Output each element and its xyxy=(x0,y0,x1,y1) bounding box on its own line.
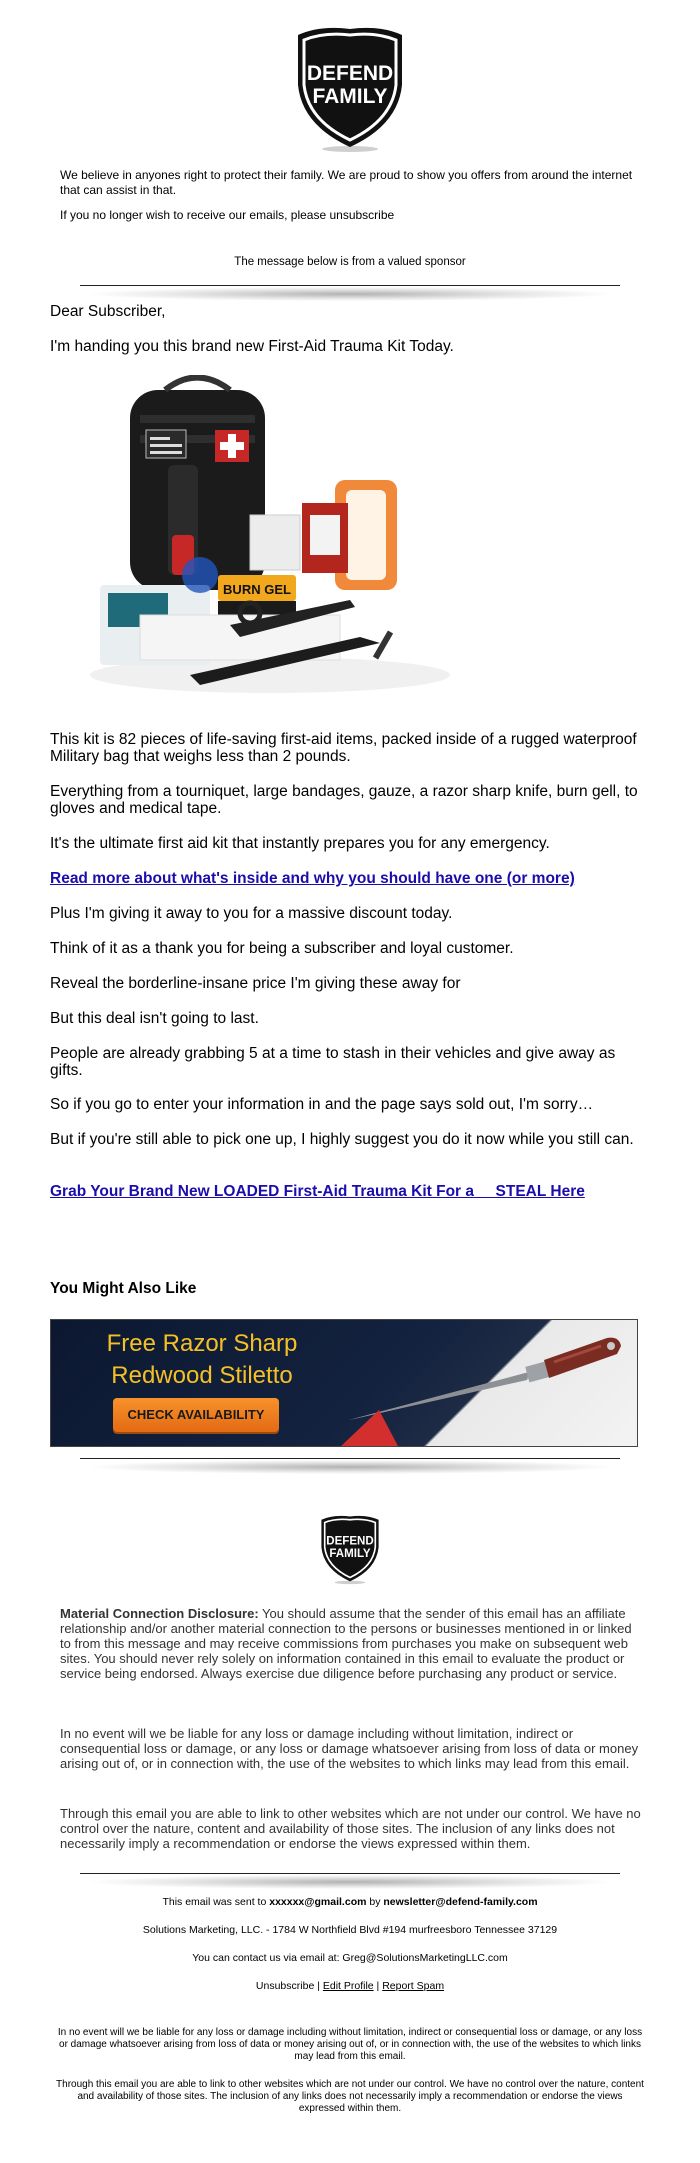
logo-text-line1: DEFEND xyxy=(306,62,394,85)
greeting: Dear Subscriber, xyxy=(50,303,166,320)
paragraph-reveal-price: Reveal the borderline-insane price I'm giving these away for xyxy=(50,975,461,992)
stiletto-banner[interactable] xyxy=(50,1319,638,1447)
footer-link-separator: | xyxy=(314,1980,323,1992)
postal-address: Solutions Marketing, LLC. - 1784 W Northfield Blvd #194 murfreesboro Tennessee 37129 xyxy=(142,1924,558,1936)
paragraph-kit-contents: Everything from a tourniquet, large bandages, gauze, a razor sharp knife, burn gell, to gloves and medical tape. xyxy=(50,783,638,817)
shield-logo-graphic-small xyxy=(317,1512,383,1588)
divider xyxy=(80,1458,620,1480)
logo-text-line2: FAMILY xyxy=(312,85,388,108)
footer-unsubscribe-link[interactable]: Unsubscribe xyxy=(255,1980,315,1992)
trauma-kit-illustration xyxy=(80,375,460,700)
edit-profile-link[interactable]: Edit Profile xyxy=(322,1980,374,1992)
paragraph-pick-up: But if you're still able to pick one up, I highly suggest you do it now while you still can. xyxy=(50,1131,634,1148)
sent-by: by xyxy=(366,1896,384,1908)
paragraph-grabbing: People are already grabbing 5 at a time to stash in their vehicles and give away as gifts. xyxy=(50,1045,616,1079)
paragraph-discount: Plus I'm giving it away to you for a massive discount today. xyxy=(50,905,453,922)
paragraph-ultimate-kit: It's the ultimate first aid kit that instantly prepares you for any emergency. xyxy=(50,835,550,852)
paragraph-sold-out: So if you go to enter your information in and the page says sold out, I'm sorry… xyxy=(50,1096,594,1113)
disclosure-text: You should assume that the sender of this email has an affiliate relationship and/or another material connection to the persons or businesses mentioned in or linked to from this message and may receive commissions from purchases you make on subsequent web sites. You should never rely solely on information contained in this email to evaluate the product or service being endorsed. Always exercise due diligence before purchasing any product or service. xyxy=(60,1606,632,1681)
brand-logo[interactable] xyxy=(290,25,410,155)
sent-to-line xyxy=(40,1896,660,1909)
unsubscribe-link-top[interactable]: unsubscribe xyxy=(329,208,395,222)
recipient-email: xxxxxx@gmail.com xyxy=(269,1896,367,1908)
logo-small-text-line2: FAMILY xyxy=(329,1548,371,1561)
grab-kit-link[interactable]: Grab Your Brand New LOADED First-Aid Trauma Kit For a STEAL Here xyxy=(50,1183,585,1200)
disclosure-title: Material Connection Disclosure: xyxy=(60,1606,259,1621)
unsubscribe-notice xyxy=(60,208,640,223)
shield-logo-graphic xyxy=(290,25,410,155)
paragraph-thank-you: Think of it as a thank you for being a subscriber and loyal customer. xyxy=(50,940,514,957)
material-disclosure xyxy=(60,1606,642,1681)
divider xyxy=(80,1873,620,1895)
grab-kit-link-wrapper xyxy=(50,1183,650,1201)
read-more-link[interactable]: Read more about what's inside and why you should have one (or more) xyxy=(50,870,575,887)
check-availability-button[interactable]: CHECK AVAILABILITY xyxy=(113,1398,279,1432)
paragraph-kit-pieces: This kit is 82 pieces of life-saving first-aid items, packed inside of a rugged waterproof Military bag that weighs less than 2 pounds. xyxy=(50,731,637,765)
sent-prefix: This email was sent to xyxy=(162,1896,270,1908)
burn-gel-label: BURN GEL xyxy=(223,582,291,597)
contact-line: You can contact us via email at: Greg@SolutionsMarketingLLC.com xyxy=(192,1952,508,1964)
lead-text: I'm handing you this brand new First-Aid Trauma Kit Today. xyxy=(50,338,454,355)
trauma-kit-image[interactable] xyxy=(80,375,460,700)
paragraph-deal-ending: But this deal isn't going to last. xyxy=(50,1010,259,1027)
sender-email: newsletter@defend-family.com xyxy=(383,1896,538,1908)
footer-external: Through this email you are able to link to other websites which are not under our control. We have no control over the nature, content and availability of those sites. The inclusion of any links does not necessarily imply a recommendation or endorse the views expressed within them. xyxy=(56,2079,644,2114)
intro-paragraph: We believe in anyones right to protect their family. We are proud to show you offers from around the internet that can assist in that. xyxy=(60,168,633,197)
brand-logo-footer[interactable] xyxy=(317,1512,383,1588)
footer-links xyxy=(40,1980,660,1993)
also-like-heading: You Might Also Like xyxy=(50,1280,197,1297)
banner-title xyxy=(87,1328,317,1392)
logo-small-text-line1: DEFEND xyxy=(326,1535,374,1548)
report-spam-link[interactable]: Report Spam xyxy=(382,1980,445,1992)
sponsor-note: The message below is from a valued sponsor xyxy=(234,256,466,268)
footer-link-separator: | xyxy=(373,1980,383,1992)
banner-title-line2: Redwood Stiletto xyxy=(111,1362,293,1389)
external-links-notice: Through this email you are able to link to other websites which are not under our control. We have no control over the nature, content and availability of those sites. The inclusion of any links does not necessarily imply a recommendation or endorse the views expressed within them. xyxy=(60,1806,641,1851)
unsubscribe-prefix: If you no longer wish to receive our emails, please xyxy=(60,208,330,222)
stiletto-knife-icon xyxy=(339,1320,638,1447)
footer-liability: In no event will we be liable for any loss or damage including without limitation, indirect or consequential loss or damage, or any loss or damage whatsoever arising from loss of data or money arising out of, or in connection with, the use of the websites to which links may lead from this email. xyxy=(57,2027,643,2062)
read-more-link-wrapper xyxy=(50,870,650,888)
banner-title-line1: Free Razor Sharp xyxy=(106,1330,298,1357)
liability-notice: In no event will we be liable for any loss or damage including without limitation, indirect or consequential loss or damage, or any loss or damage whatsoever arising from loss of data or money arising out of, or in connection with, the use of the websites to which links may lead from this email. xyxy=(60,1726,639,1771)
